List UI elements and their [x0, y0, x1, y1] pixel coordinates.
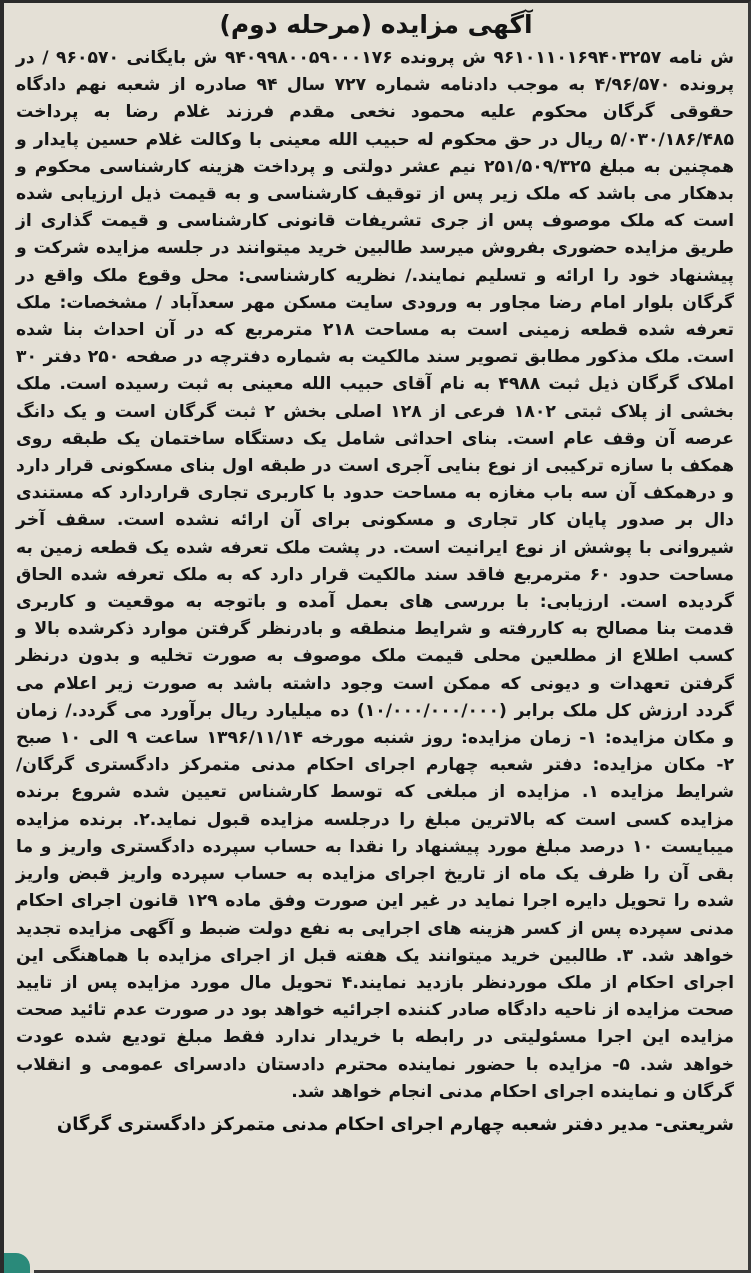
notice-signature: شریعتی- مدیر دفتر شعبه چهارم اجرای احکام مدنی متمرکز دادگستری گرگان — [56, 1113, 734, 1135]
corner-logo-mark — [4, 1253, 30, 1273]
notice-title: آگهی مزایده (مرحله دوم) — [219, 10, 533, 39]
notice-body: ش نامه ۹۶۱۰۱۱۰۱۶۹۴۰۳۲۵۷ ش پرونده ۹۴۰۹۹۸۰۰۵۹۰۰۰۱۷۶ ش بایگانی ۹۶۰۵۷۰ / در پرونده ۴/۹۶/۵۷۰ به موجب دادنامه شماره ۷۲۷ سال ۹۴ صادره از شعبه نهم دادگاه حقوقی گرگان محکوم علیه محمود نخعی مقدم فرزند غلام رضا به پرداخت ۵/۰۳۰/۱۸۶/۴۸۵ ریال در حق محکوم له حبیب الله معینی با وکالت غلام حسین پایدار و همچنین به مبلغ ۲۵۱/۵۰۹/۳۲۵ نیم عشر دولتی و پرداخت هزینه کارشناسی محکوم و بدهکار می باشد که ملک زیر پس از توقیف کارشناسی و به قیمت ذیل ارزیابی شده است که ملک موصوف پس از جری تشریفات قانونی کارشناسی و قیمت گذاری از طریق مزایده حضوری بفروش میرسد طالبین خرید میتوانند در جلسه مزایده شرکت و پیشنهاد خود را ارائه و تسلیم نمایند./ نظریه کارشناسی: محل وقوع ملک واقع در گرگان بلوار امام رضا مجاور به ورودی سایت مسکن مهر سعدآباد / مشخصات: ملک تعرفه شده قطعه زمینی است به مساحت ۲۱۸ مترمربع که در آن احداث بنا شده است. ملک مذکور مطابق تصویر سند مالکیت به شماره دفترچه در صفحه ۲۵۰ دفتر ۳۰ املاک گرگان ذیل ثبت ۴۹۸۸ به نام آقای حبیب الله معینی به ثبت رسیده است. ملک بخشی از پلاک ثبتی ۱۸۰۲ فرعی از ۱۲۸ اصلی بخش ۲ ثبت گرگان است و یک دانگ عرصه آن وقف عام است. بنای احداثی شامل یک دستگاه ساختمان یک طبقه روی همکف با سازه ترکیبی از نوع بنایی آجری است در طبقه اول بنای مسکونی قرار دارد و درهمکف آن سه باب مغازه به مساحت حدود با کاربری تجاری قراردارد که مستندی دال بر صدور پایان کار تجاری و مسکونی برای آن ارائه نشده است. سقف آخر شیروانی با پوشش از نوع ایرانیت است. در پشت ملک تعرفه شده یک قطعه زمین به مساحت حدود ۶۰ مترمربع فاقد سند مالکیت قرار دارد که به ملک تعرفه شده الحاق گردیده است. ارزیابی: با بررسی های بعمل آمده و باتوجه به موقعیت و کاربری قدمت بنا مصالح به کاررفته و شرایط منطقه و بادرنظر گرفتن موارد ذکرشده بالا و کسب اطلاع از مطلعین محلی قیمت ملک موصوف به صورت تخلیه و بدون درنظر گرفتن تعهدات و دیونی که ممکن است وجود داشته باشد به صورت زیر اعلام می گردد ارزش کل ملک برابر (۱۰/۰۰۰/۰۰۰/۰۰۰) ده میلیارد ریال برآورد می گردد./ زمان و مکان مزایده: ۱- زمان مزایده: روز شنبه مورخه ۱۳۹۶/۱۱/۱۴ ساعت ۹ الی ۱۰ صبح ۲- مکان مزایده: دفتر شعبه چهارم اجرای احکام مدنی متمرکز دادگستری گرگان/ شرایط مزایده ۱. مزایده از مبلغی که توسط کارشناس تعیین شده شروع برنده مزایده کسی است که بالاترین مبلغ را درجلسه مزایده قبول نماید.۲. برنده مزایده میبایست ۱۰ درصد مبلغ مورد پیشنهاد را نقدا به حساب سپرده دادگستری واریز و ما بقی آن را ظرف یک ماه از تاریخ اجرای مزایده به حساب سپرده واریز قبض واریز شده را تحویل دایره اجرا نماید در غیر این صورت وفق ماده ۱۲۹ قانون اجرای احکام مدنی سپرده پس از کسر هزینه های اجرایی به نفع دولت ضبط و آگهی مزایده تجدید خواهد شد. ۳. طالبین خرید میتوانند یک هفته قبل از اجرای مزایده با هماهنگی این اجرای احکام از ملک موردنظر بازدید نمایند.۴ تحویل مال مورد مزایده پس از تایید صحت مزایده از ناحیه دادگاه صادر کننده اجرائیه خواهد بود در صورت عدم تائید صحت مزایده این اجرا مسئولیتی در رابطه با خریدار ندارد فقط مبلغ تودیع شده عودت خواهد شد. ۵- مزایده با حضور نماینده محترم دادستان دادسرای عمومی و انقلاب گرگان و نماینده اجرای احکام مدنی انجام خواهد شد. — [16, 48, 735, 1102]
